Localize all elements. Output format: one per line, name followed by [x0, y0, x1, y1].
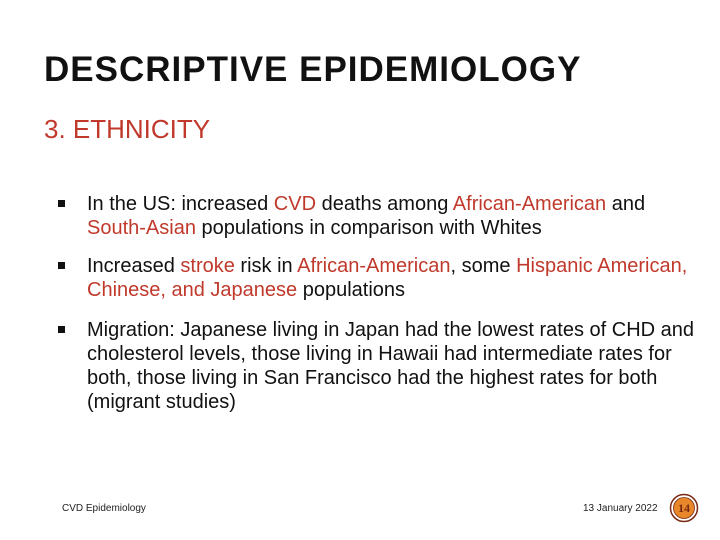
page-number: 14	[678, 501, 690, 515]
highlighted-term: African-American	[452, 193, 607, 215]
highlighted-term: CVD	[273, 193, 317, 215]
text-segment: risk in	[234, 255, 298, 277]
section-subtitle: 3. ETHNICITY	[44, 114, 211, 144]
text-segment: and	[606, 193, 646, 215]
text-segment: , some	[450, 255, 517, 277]
bullet-item	[58, 192, 698, 240]
bullet-text	[87, 193, 645, 239]
text-segment: populations	[297, 279, 406, 301]
page-number-badge	[669, 493, 699, 523]
bullet-item	[58, 318, 698, 414]
highlighted-term: stroke	[180, 255, 235, 277]
bullet-item	[58, 254, 698, 302]
bullet-list	[58, 192, 698, 414]
bullet-text	[87, 255, 687, 301]
bullet-text: Migration: Japanese living in Japan had the lowest rates of CHD and cholesterol levels, those living in Hawaii had intermediate rates for both, those living in San Francisco had the highest rates for both (migrant studies)	[87, 319, 695, 413]
highlighted-term: Hispanic American, Chinese, and Japanese	[87, 255, 688, 301]
footer-date: 13 January 2022	[583, 503, 658, 514]
text-segment: In the US: increased	[87, 193, 274, 215]
text-segment: Increased	[87, 255, 181, 277]
text-segment: deaths among	[316, 193, 453, 215]
square-bullet-icon	[58, 262, 65, 269]
highlighted-term: South-Asian	[87, 217, 196, 239]
slide-title: DESCRIPTIVE EPIDEMIOLOGY	[44, 50, 582, 89]
text-segment: populations in comparison with Whites	[195, 217, 542, 239]
footer-title: CVD Epidemiology	[62, 503, 146, 514]
square-bullet-icon	[58, 200, 65, 207]
highlighted-term: African-American	[297, 255, 451, 277]
square-bullet-icon	[58, 326, 65, 333]
